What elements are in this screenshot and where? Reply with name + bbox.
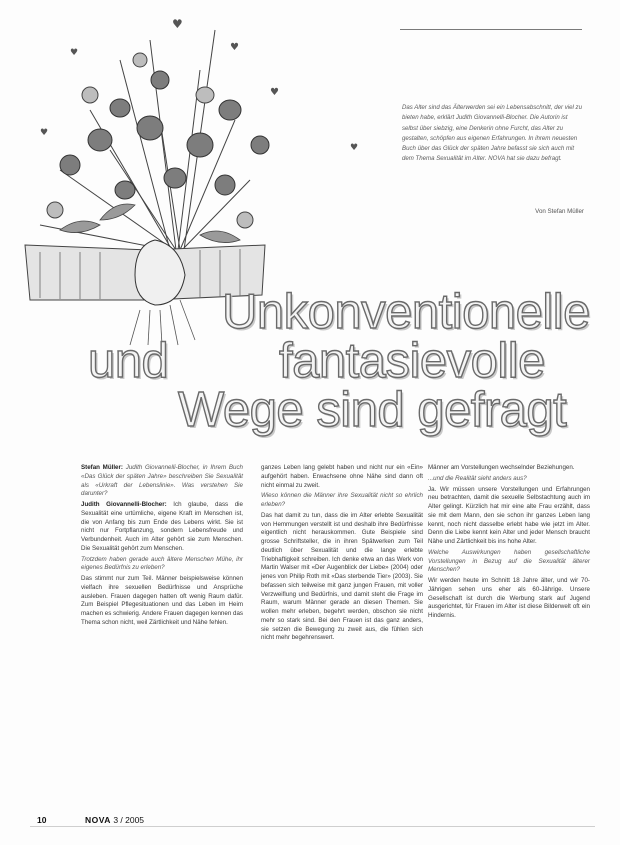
answer-text: Das stimmt nur zum Teil. Männer beispielsweise können vielfach ihre sexuellen Bedürfnisse und Ansprüche ausleben. Frauen dagegen hatten oft wenig Raum dafür. Zum Beispiel Pflegesituationen und das Leben im Heim machen es schwierig. Andere Frauen dagegen kennen das Thema schon nicht, weil Zärtlichkeit und Nähe fehlen. [81, 575, 243, 626]
headline-line-2a: und [88, 334, 169, 388]
question-text: Judith Giovannelli-Blocher, in Ihrem Buch «Das Glück der späten Jahre» beschreiben Sie Sexualität als «Urkraft der Lebenslinie». Was verstehen Sie darunter? [81, 464, 243, 498]
page-number: 10 [37, 815, 47, 825]
interview-question: Welche Auswirkungen haben gesellschaftliche Vorstellungen in Bezug auf die Sexualität älterer Menschen? [428, 548, 590, 574]
article-column-1 [81, 464, 243, 804]
headline-line-2b: fantasievolle [279, 334, 545, 388]
svg-text:♥: ♥ [230, 42, 239, 53]
svg-text:♥: ♥ [70, 48, 79, 58]
answer-text: Wir werden heute im Schnitt 18 Jahre älter, und wir 70-Jährigen sehen uns eher als 60-Jährige. Unsere Gesellschaft ist durch die Werbung stark auf Jugend ausgerichtet, für Frauen im Alter ist diese Bilderwelt oft ein Hindernis. [428, 577, 590, 619]
svg-text:♥: ♥ [40, 128, 49, 138]
headline-line-1: Unkonventionelle [222, 285, 590, 339]
interview-question [81, 464, 243, 499]
answer-text: Ja. Wir müssen unsere Vorstellungen und Erfahrungen neu betrachten, damit die sexuelle Selbstachtung auch im Alter gelingt. Kürzlich hat mir eine alte Frau erzählt, dass sie mit dem Mann, den sie schon ihr ganzes Leben lang kennt, noch nicht dasselbe erlebt habe wie jetzt im Alter. Denn die Liebe kennt kein Alter und jeder Mensch braucht Nähe und Zärtlichkeit bis ins hohe Alter. [428, 485, 590, 545]
answer-text: Männer am Vorstellungen wechselnder Beziehungen. [428, 464, 575, 471]
top-rule [400, 29, 582, 30]
svg-text:♥: ♥ [350, 143, 359, 153]
interview-question: Trotzdem haben gerade auch ältere Menschen Mühe, ihr eigenes Bedürfnis zu erleben? [81, 555, 243, 572]
intro-text: Das Alter sind das Älterwerden sei ein Lebensabschnitt, der viel zu bieten habe, erklärt Judith Giovannelli-Blocher. Die Autorin ist selbst über siebzig, eine Denkerin ohne Furcht, das Alter zu gestalten, schöpfen aus eigenen Erfahrungen. In ihrem neuesten Buch über das Glück der späten Jahre befasst sie sich auch mit dem Thema Sexualität im Alter. NOVA hat sie dazu befragt. [402, 104, 582, 163]
speaker-label: Judith Giovannelli-Blocher: [81, 501, 167, 508]
magazine-name: NOVA [85, 815, 111, 825]
author-byline: Von Stefan Müller [535, 208, 584, 215]
answer-text: Das hat damit zu tun, dass die im Alter erlebte Sexualität von Hemmungen verstellt ist und deshalb ihre Bedürfnisse eigentlich nicht herauskommen. Gute Beispiele sind grosse Schriftsteller, die in ihren Spätwerken zum Teil deutlich über Sexualität und die lange erlebte Triebhaftigkeit schreiben. Ich denke etwa an das Werk von Martin Walser mit «Der Augenblick der Liebe» (2004) oder jenes von Philip Roth mit «Das sterbende Tier» (2003). Sie befassen sich teilweise mit ganz jungen Frauen, mit voller Verzweiflung und Bedürfnis, und damit steht die Frage im Raum, warum Männer gerade an diesen Themen. Sie wollen mehr erleben, begehrt werden, obschon sie nicht mehr so stark sind. Bei den Frauen ist das ganz anders, sie setzen die Bewegung zu zweit aus, die fühlen sich nicht mehr begehrenswert. [261, 511, 423, 642]
answer-text: Ich glaube, dass die Sexualität eine urtümliche, eigene Kraft im Menschen ist, die von Anfang bis zum Ende des Lebens wirkt. Sie ist nicht nur Fortpflanzung, sondern Lebensfreude und Verbundenheit. Auch im Alter gehört sie zum Menschen. Die Sexualität gehört zum Menschen. [81, 501, 243, 552]
issue-number: 3 / 2005 [113, 815, 145, 825]
article-column-3 [428, 464, 590, 819]
answer-text: ganzes Leben lang gelebt haben und nicht nur ein «Ein» aufgehört haben. Erwachsene ohne Nähe sind dann oft nicht einmal zu zweit. [261, 464, 423, 489]
interview-question: ...und die Realität sieht anders aus? [428, 474, 527, 482]
interview-answer [81, 501, 243, 554]
footer-rule [30, 826, 595, 827]
article-column-2 [261, 464, 423, 819]
headline-line-3: Wege sind gefragt [178, 383, 567, 437]
speaker-label: Stefan Müller: [81, 464, 123, 471]
footer-issue [85, 815, 144, 825]
interview-question: Wieso können die Männer ihre Sexualität nicht so ehrlich erleben? [261, 492, 423, 508]
svg-text:♥: ♥ [172, 17, 183, 31]
svg-text:♥: ♥ [270, 87, 279, 98]
